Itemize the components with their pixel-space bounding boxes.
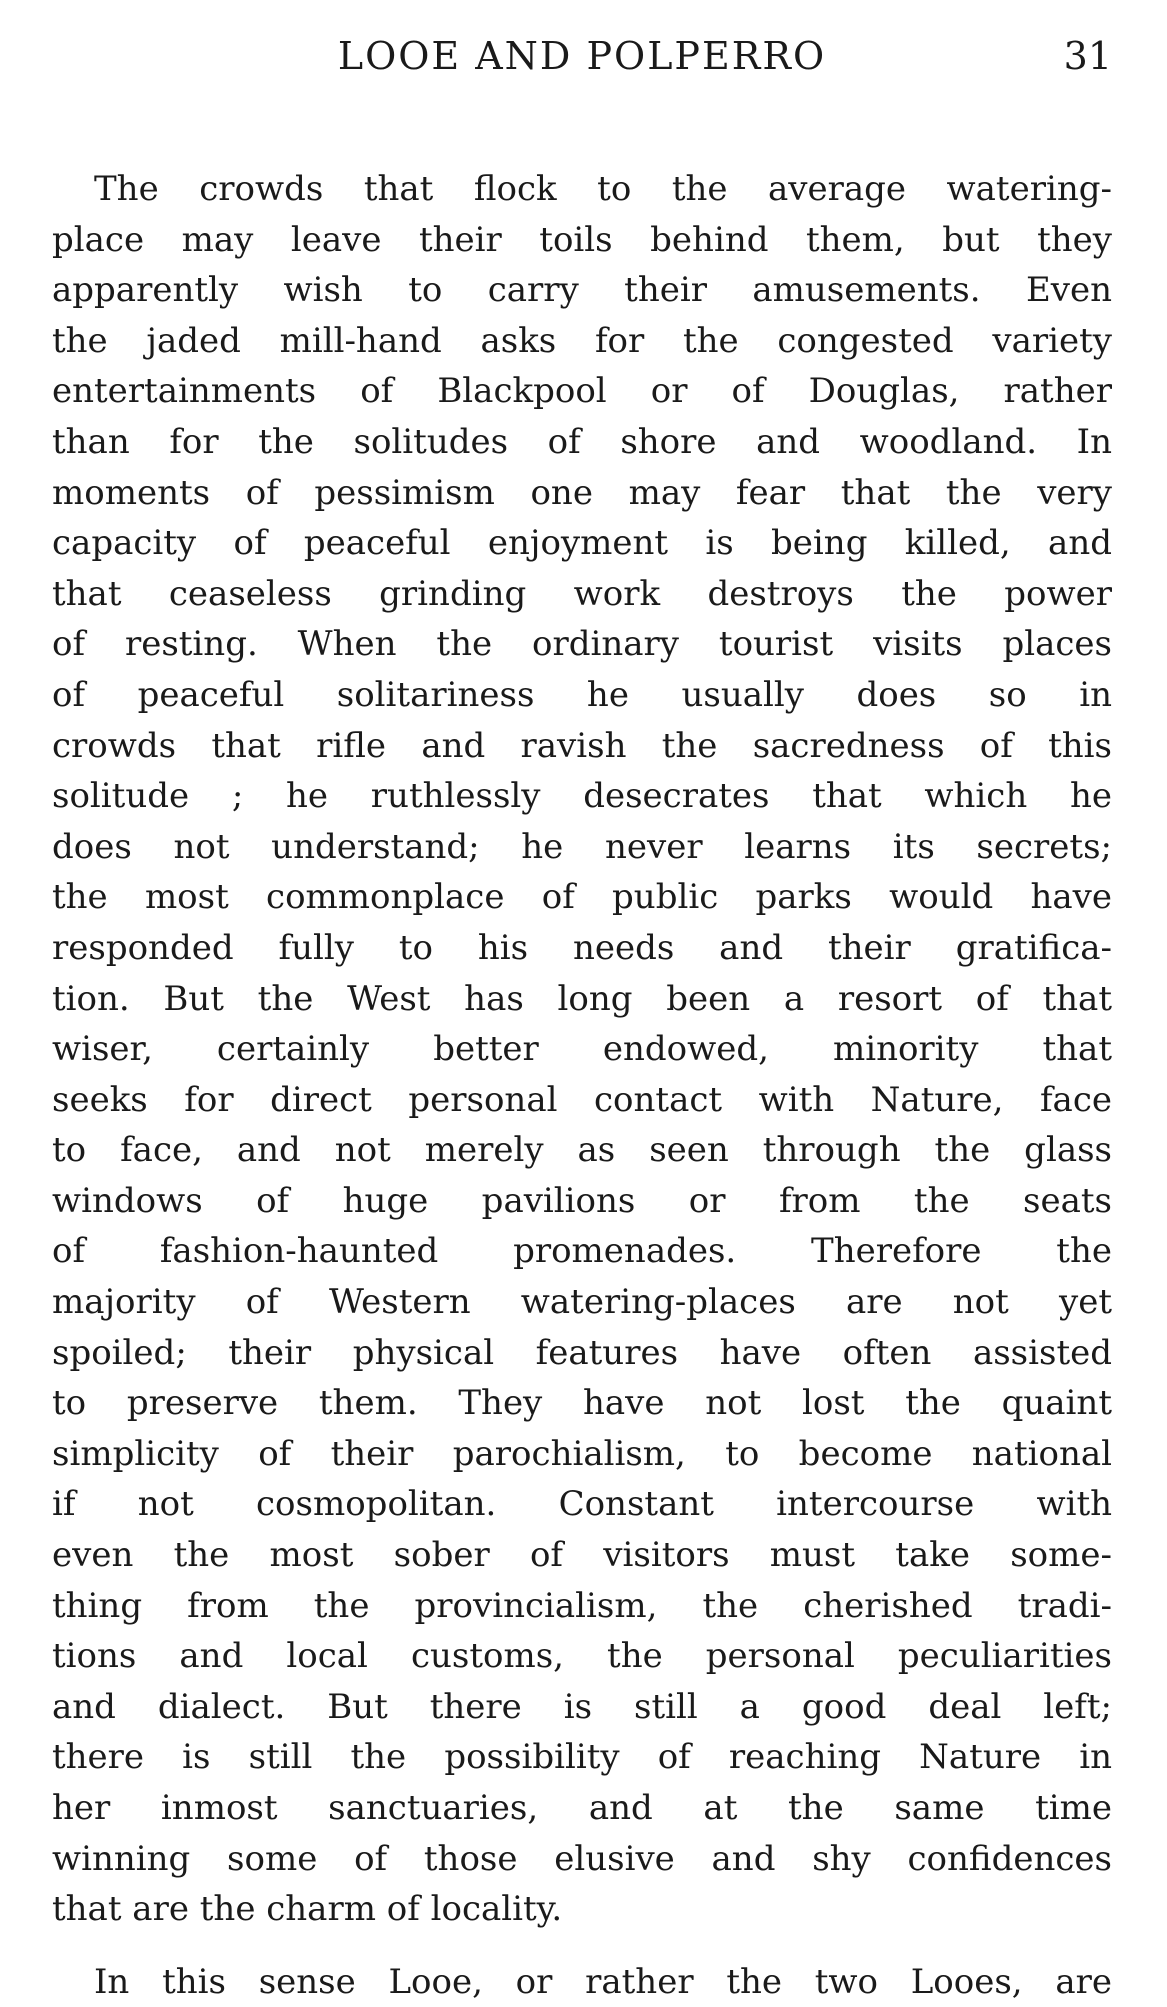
text-line: tions and local customs, the personal peculiarities [52,1636,1112,1677]
text-line: and dialect. But there is still a good deal left; [52,1686,1112,1727]
text-line: In this sense Looe, or rather the two Looes, are [94,1961,1112,2002]
text-line: solitude ; he ruthlessly desecrates that which he [52,776,1112,817]
text-line: of fashion-haunted promenades. Therefore the [52,1231,1112,1272]
text-line: windows of huge pavilions or from the seats [52,1180,1112,1221]
text-line: if not cosmopolitan. Constant intercourse with [52,1484,1112,1525]
text-line: the jaded mill-hand asks for the congested variety [52,320,1112,361]
text-line: her inmost sanctuaries, and at the same time [52,1788,1112,1828]
body-text [52,164,1112,2007]
text-line: seeks for direct personal contact with Nature, face [52,1079,1112,1120]
text-line: wiser, certainly better endowed, minority that [52,1029,1112,1070]
text-line: responded fully to his needs and their gratifica- [52,927,1112,968]
text-line: to preserve them. They have not lost the quaint [52,1383,1112,1424]
text-line: there is still the possibility of reaching Nature in [52,1737,1112,1778]
text-line: to face, and not merely as seen through the glass [52,1130,1112,1171]
running-head [52,30,1112,100]
text-line: tion. But the West has long been a resort of that [52,978,1112,1019]
text-line: even the most sober of visitors must take some- [52,1535,1112,1576]
text-line: majority of Western watering-places are not yet [52,1282,1112,1323]
text-line: that are the charm of locality. [52,1889,563,1930]
text-line: entertainments of Blackpool or of Douglas, rather [52,371,1112,412]
text-line: capacity of peaceful enjoyment is being killed, and [52,523,1112,564]
text-line: of peaceful solitariness he usually does so in [52,674,1112,715]
text-line: crowds that rifle and ravish the sacredness of this [52,725,1112,766]
text-line: simplicity of their parochialism, to become national [52,1433,1112,1474]
text-line: place may leave their toils behind them, but they [52,219,1112,260]
text-line: spoiled; their physical features have often assisted [52,1332,1112,1373]
text-line: The crowds that flock to the average watering- [94,169,1112,209]
text-line: moments of pessimism one may fear that the very [52,472,1112,513]
text-line: does not understand; he never learns its secrets; [52,826,1112,867]
text-line: winning some of those elusive and shy confidences [52,1838,1112,1879]
text-line: of resting. When the ordinary tourist visits places [52,624,1112,665]
paragraph-1 [52,164,1112,1935]
paragraph-2 [52,1957,1112,2007]
book-page [52,30,1112,2002]
running-title: LOOE AND POLPERRO [337,34,827,78]
text-line: the most commonplace of public parks would have [52,877,1112,918]
page-number: 31 [1063,34,1112,78]
text-line: than for the solitudes of shore and woodland. In [52,421,1112,462]
text-line: that ceaseless grinding work destroys the power [52,573,1112,614]
text-line: apparently wish to carry their amusements. Even [52,270,1112,311]
text-line: thing from the provincialism, the cherished tradi- [52,1585,1112,1626]
